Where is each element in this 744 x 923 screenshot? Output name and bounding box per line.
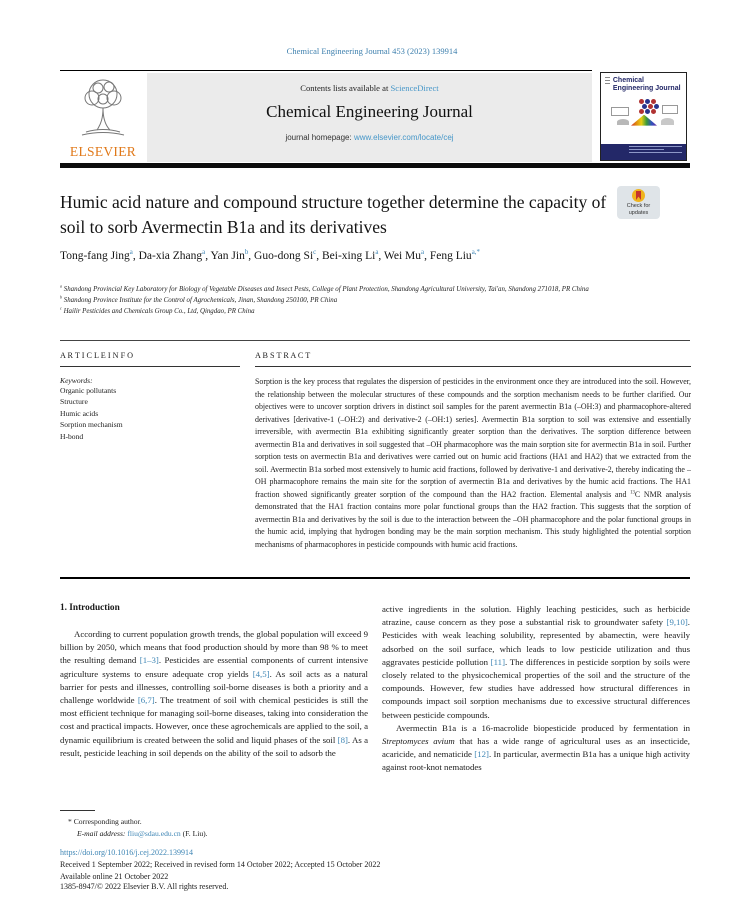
affiliation-b: $^b$ Shandong Province Institute for the Control of Agrochemicals, Jinan, Shandong 250100, PR China: [60, 294, 338, 305]
article-info-column: [60, 351, 240, 442]
check-for-updates-button[interactable]: [617, 186, 660, 219]
cover-publisher-mark-icon: [605, 77, 610, 86]
elsevier-wordmark: ELSEVIER: [69, 144, 137, 159]
intro-paragraph-1: According to current population growth trends, the global population will exceed 9 billion by 2050, which means that food production should by more than 98 % to meet the resulting demand [1–3]. Pesticides are essential components of current intensive agriculture systems to ensure adequate crop yields [4,5]. As soil acts as a natural barrier for pests and illnesses, controlling soil-borne diseases is both a priority and a challenge worldwide [6,7]. The treatment of soil with chemical pesticides is still the most efficient technique for managing soil-borne diseases, taking into consideration the cost and practical impacts. However, once these agrochemicals are applied to the soil, a dynamic equilibrium is created between the solid and liquid phases of the soil [8]. As a result, pesticide leaching in soil depends on the ability of the soil to adsorb the: [60, 629, 368, 758]
header-divider-bar: [60, 163, 690, 168]
received-dates: Received 1 September 2022; Received in revised form 14 October 2022; Accepted 15 October 2022: [60, 860, 381, 869]
elsevier-logo[interactable]: [60, 74, 146, 162]
article-info-rule: [60, 366, 240, 367]
running-head-citation: Chemical Engineering Journal 453 (2023) 139914: [286, 46, 458, 56]
journal-banner: [147, 73, 592, 162]
footnote: [68, 816, 208, 840]
doi-link-line: [60, 848, 193, 857]
cover-footer-band: [601, 144, 686, 160]
homepage-line: journal homepage: www.elsevier.com/locate/cej: [285, 133, 454, 142]
abstract-rule: [255, 366, 691, 367]
affiliation-c: $^c$ Hailir Pesticides and Chemicals Group Co., Ltd, Qingdao, PR China: [60, 305, 255, 316]
journal-cover-thumbnail[interactable]: [600, 72, 687, 161]
article-info-heading: A R T I C L E I N F O: [60, 351, 134, 360]
header-top-rule: [60, 70, 592, 71]
body-column-left: [60, 628, 368, 760]
keyword: Structure: [60, 397, 88, 407]
keywords-label: Keywords:: [60, 376, 93, 385]
introduction-heading: 1. Introduction: [60, 603, 120, 613]
footnote-rule: [60, 810, 95, 811]
keyword: H-bond: [60, 431, 84, 441]
issn-copyright: 1385-8947/© 2022 Elsevier B.V. All rights reserved.: [60, 882, 229, 891]
intro-paragraph-1-cont: active ingredients in the solution. Highly leaching pesticides, such as herbicide atrazine, cause concern as they pose a substantial risk to groundwater safety [9,10]. Pesticides with weak leaching solubility, represented by abamectin, were heavily adsorbed on the soil surface, which leads to low pesticide utilization and thus aggravates pesticide pollution [11]. The differences in pesticide sorption by soils were closely related to the physicochemical properties of the soil and the structure of the compounds. However, few studies have addressed how structural differences in compounds impact soil sorption mechanisms due to excessive structural differences between pesticide compounds.: [382, 604, 690, 720]
affiliation-a: $^a$ Shandong Provincial Key Laboratory for Biology of Vegetable Diseases and Insect Pests, College of Plant Protection, Shandong Agricultural University, Tai'an, Shandong 271018, PR China: [60, 283, 589, 293]
sciencedirect-link[interactable]: ScienceDirect: [390, 83, 439, 93]
author-list: Tong-fang Jing$^a$, Da-xia Zhang$^a$, Yan Jin$^b$, Guo-dong Si$^c$, Bei-xing Li$^a$, Wei Mu$^a$, Feng Liu$^{a,*}$: [60, 249, 480, 262]
keyword: Organic pollutants: [60, 386, 117, 395]
email-line: E-mail address: fliu@sdau.edu.cn (F. Liu).: [77, 828, 208, 838]
elsevier-tree-icon: [72, 74, 134, 138]
journal-title: Chemical Engineering Journal: [266, 102, 473, 121]
keyword: Sorption mechanism: [60, 420, 123, 430]
article-title: Humic acid nature and compound structure together determine the capacity of soil to sorb Avermectin B1a and its derivatives: [60, 192, 607, 237]
abstract-heading: A B S T R A C T: [255, 351, 311, 360]
author-email-link[interactable]: fliu@sdau.edu.cn: [127, 828, 181, 838]
journal-homepage-link[interactable]: www.elsevier.com/locate/cej: [353, 133, 454, 142]
affiliations: [60, 284, 692, 317]
abstract-text: Sorption is the key process that regulates the dispersion of pesticides in the environment once they are introduced into the soil. However, the relationship between the molecular structures of these compounds and the sorption mechanism needs to be further clarified. Our objectives were to uncover sorption drivers in distinct soil samples for the parent avermectin B1a (–OH:3) and pharmacophore-altered derivatives [derivative-1 (–OH:2) and derivative-2 (–OH:1) series]. Avermectin B1a sorption to soil was extensive and essentially irreversible, with avermectin B1a exhibiting significantly greater sorption than the derivatives. The sorption difference between avermectin B1a and derivatives in soil suggested that –OH pharmacophore was the main sorption site for avermectin B1a in soil. Further sorption tests on avermectin B1a and derivatives were carried out on humic acid fractions (HA1 and HA2) that we extracted from the soil. Avermectin B1a sorbed most extensively to humic acid fractions, followed by derivative-1 and derivative-2, thereby indicating the –OH pharmacophore remains the main site for the sorption of avermectin B1a and derivatives by the humic acid fractions. The HA1 fraction showed significantly greater sorption of the compound than the HA2 fraction. Elemental analysis and $^{13}$C NMR analysis demonstrated that the HA1 fraction contains more polar functional groups than the HA2 fraction. This suggests that the sorption of avermectin B1a and derivatives by the soil is due to the interaction between the –OH pharmacophore and the polar functional groups in the humic acid, implying that hydrogen bonding may be the main sorption mechanism. This study highlighted the potential sorption mechanisms of pharmacophores in pesticide compounds with humic acid fractions.: [255, 377, 692, 549]
keyword: Humic acids: [60, 408, 99, 418]
check-updates-label: Check for updates: [626, 203, 651, 216]
article-info-top-rule: [60, 340, 690, 341]
cover-artwork: [601, 93, 686, 129]
corresponding-author-note: * Corresponding author.: [68, 817, 142, 826]
doi-link[interactable]: https://doi.org/10.1016/j.cej.2022.139914: [60, 848, 193, 857]
available-online: Available online 21 October 2022: [60, 872, 169, 881]
body-column-right: [382, 603, 690, 774]
abstract-column: [255, 351, 691, 551]
body-top-rule: [60, 577, 690, 579]
contents-line: Contents lists available at ScienceDirect: [300, 83, 439, 93]
intro-paragraph-2: Avermectin B1a is a 16-macrolide biopesticide produced by fermentation in Streptomyces avium that has a wide range of agricultural uses as an insecticide, acaricide, and nematicide [12]. In particular, avermectin B1a has a unique high activity against root-knot nematodes: [382, 722, 690, 773]
cover-journal-title: Chemical Engineering Journal: [612, 77, 681, 92]
check-updates-icon: [632, 189, 645, 202]
